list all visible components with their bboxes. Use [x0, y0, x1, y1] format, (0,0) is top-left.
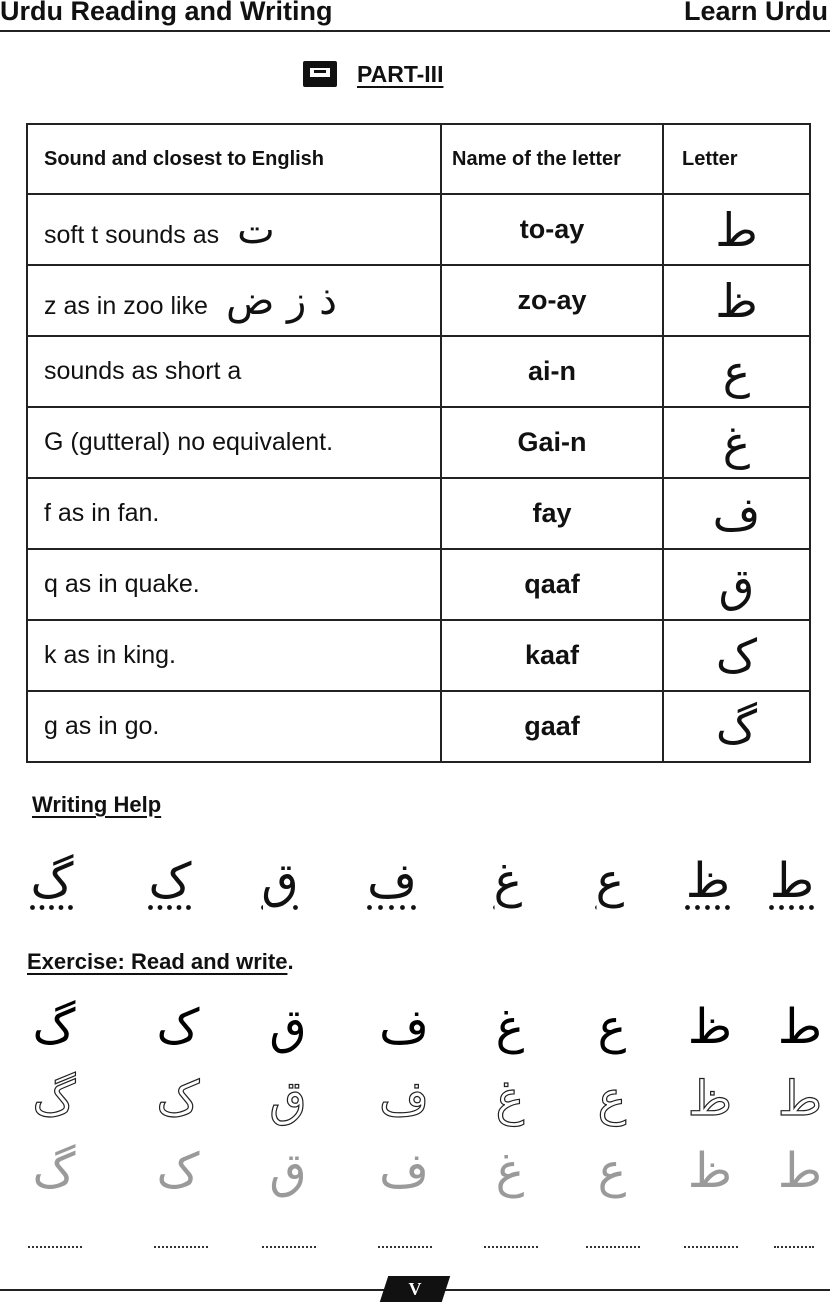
exercise-row-solid — [0, 992, 830, 1062]
table-row — [27, 691, 810, 762]
table-row — [27, 620, 810, 691]
page-number: V — [408, 1279, 422, 1299]
exercise-letter: غ — [495, 999, 525, 1055]
help-letter: ظ — [685, 853, 731, 909]
letter-name: to-ay — [441, 194, 663, 265]
writing-help-title: Writing Help — [32, 792, 162, 817]
exercise-trace-letter: غ — [495, 1071, 525, 1127]
exercise-faded-letter: غ — [495, 1143, 525, 1199]
help-letter: ف — [367, 853, 417, 909]
letter-name: qaaf — [441, 549, 663, 620]
letter-table — [26, 123, 811, 763]
hint-glyph: ذ ز ض — [225, 277, 337, 324]
help-letter: غ — [493, 853, 523, 909]
exercise-faded-letter: ع — [597, 1143, 627, 1199]
letter-glyph: غ — [722, 415, 751, 470]
table-row — [27, 265, 810, 336]
letter-glyph: ق — [718, 557, 755, 612]
letter-name: ai-n — [441, 336, 663, 407]
hint-glyph: ت — [237, 206, 275, 253]
sound-text: sounds as short a — [27, 336, 441, 407]
writing-blank[interactable] — [684, 1246, 738, 1248]
exercise-row-outline — [0, 1064, 830, 1134]
writing-help-row — [0, 846, 830, 916]
exercise-title — [27, 949, 294, 975]
sound-text: soft t sounds as — [44, 220, 220, 249]
sound-text: f as in fan. — [27, 478, 441, 549]
writing-blank[interactable] — [774, 1246, 814, 1248]
exercise-faded-letter: ق — [269, 1143, 307, 1199]
sound-text: k as in king. — [27, 620, 441, 691]
help-letter: ک — [148, 853, 192, 909]
table-row — [27, 549, 810, 620]
exercise-trace-letter: ق — [269, 1071, 307, 1127]
table-row — [27, 478, 810, 549]
letter-name: Gai-n — [441, 407, 663, 478]
exercise-letter: ک — [156, 999, 200, 1055]
exercise-row-grey — [0, 1136, 830, 1206]
letter-name: fay — [441, 478, 663, 549]
exercise-trace-letter: ف — [379, 1071, 429, 1127]
letter-glyph: ط — [715, 202, 758, 257]
sound-text: G (gutteral) no equivalent. — [27, 407, 441, 478]
writing-blank[interactable] — [586, 1246, 640, 1248]
writing-blank[interactable] — [262, 1246, 316, 1248]
exercise-letter: ق — [269, 999, 307, 1055]
sound-text: q as in quake. — [27, 549, 441, 620]
exercise-trace-letter: ع — [597, 1071, 627, 1127]
writing-blank[interactable] — [484, 1246, 538, 1248]
table-row — [27, 336, 810, 407]
header-letter: Letter — [663, 124, 810, 194]
exercise-letter: گ — [32, 999, 76, 1055]
exercise-faded-letter: گ — [32, 1143, 76, 1199]
table-row — [27, 407, 810, 478]
exercise-letter: ظ — [687, 999, 733, 1055]
writing-blanks — [0, 1246, 830, 1260]
exercise-faded-letter: ظ — [687, 1143, 733, 1199]
letter-glyph: ک — [715, 628, 758, 683]
header-sound: Sound and closest to English — [27, 124, 441, 194]
table-header-row — [27, 124, 810, 194]
table-row — [27, 194, 810, 265]
writing-blank[interactable] — [28, 1246, 82, 1248]
exercise-letter: ع — [597, 999, 627, 1055]
letter-name: kaaf — [441, 620, 663, 691]
writing-blank[interactable] — [154, 1246, 208, 1248]
part-heading — [303, 60, 443, 88]
part-title: PART-III — [357, 60, 444, 87]
exercise-faded-letter: ف — [379, 1143, 429, 1199]
help-letter: ط — [769, 853, 815, 909]
letter-glyph: گ — [715, 699, 758, 754]
letter-glyph: ع — [722, 344, 751, 399]
exercise-trace-letter: ط — [777, 1071, 823, 1127]
help-letter: ع — [595, 853, 625, 909]
box-icon — [303, 61, 337, 87]
exercise-faded-letter: ط — [777, 1143, 823, 1199]
sound-text: z as in zoo like — [44, 291, 208, 320]
exercise-letter: ط — [777, 999, 823, 1055]
letter-glyph: ف — [712, 486, 761, 541]
writing-blank[interactable] — [378, 1246, 432, 1248]
exercise-title-period: . — [287, 949, 294, 974]
exercise-faded-letter: ک — [156, 1143, 200, 1199]
exercise-title-text: Exercise: Read and write — [27, 949, 288, 974]
page-header — [0, 0, 830, 32]
letter-name: zo-ay — [441, 265, 663, 336]
letter-name: gaaf — [441, 691, 663, 762]
help-letter: ق — [261, 853, 299, 909]
letter-glyph: ظ — [715, 273, 758, 328]
exercise-trace-letter: ک — [156, 1071, 200, 1127]
page-number-badge — [380, 1276, 450, 1302]
header-name: Name of the letter — [441, 124, 663, 194]
help-letter: گ — [30, 853, 74, 909]
sound-text: g as in go. — [27, 691, 441, 762]
exercise-letter: ف — [379, 999, 429, 1055]
exercise-trace-letter: گ — [32, 1071, 76, 1127]
header-right-title: Learn Urdu — [683, 0, 828, 26]
exercise-trace-letter: ظ — [687, 1071, 733, 1127]
header-left-title: Urdu Reading and Writing — [0, 0, 333, 26]
